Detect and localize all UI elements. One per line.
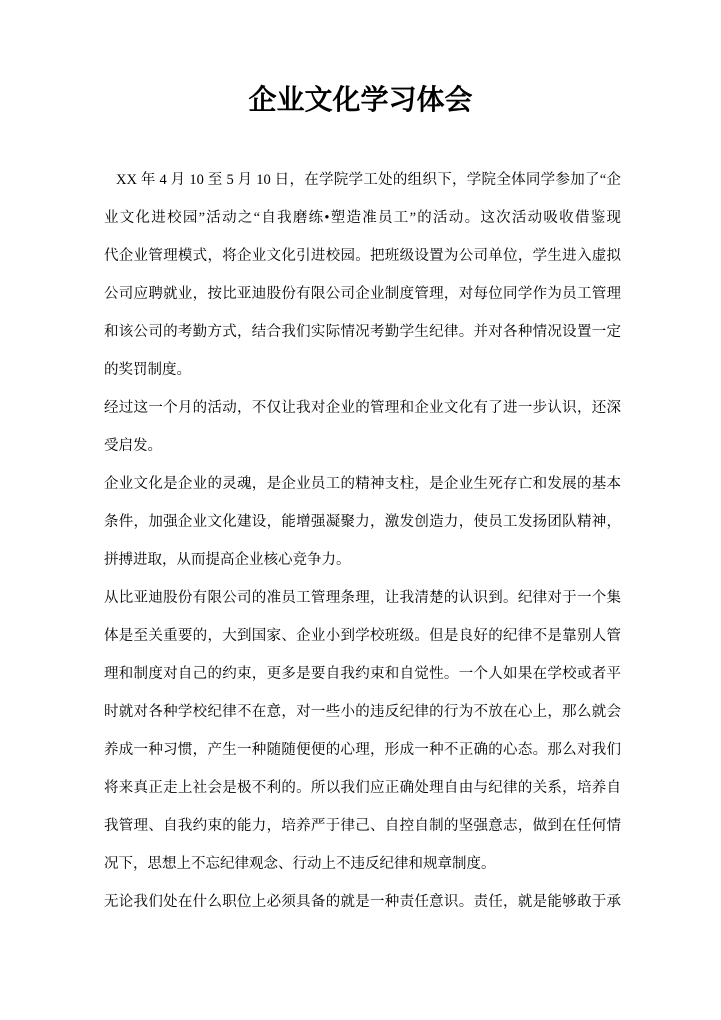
text-line: 从比亚迪股份有限公司的准员工管理条理，让我清楚的认识到。纪律对于一个集 [104, 590, 621, 606]
text-line: 理和制度对自己的约束，更多是要自我约束和自觉性。一个人如果在学校或者平 [104, 666, 621, 682]
paragraph [104, 465, 621, 579]
text-line: 受启发。 [104, 438, 162, 454]
paragraph [104, 883, 621, 921]
text-line: 代企业管理模式，将企业文化引进校园。把班级设置为公司单位，学生进入虚拟 [104, 248, 621, 264]
text-line: 无论我们处在什么职位上必须具备的就是一种责任意识。责任，就是能够敢于承 [104, 894, 621, 910]
paragraph [104, 579, 621, 883]
text-line: XX 年 4 月 10 至 5 月 10 日，在学院学工处的组织下，学院全体同学参加了“企 [116, 172, 621, 188]
text-line: 养成一种习惯，产生一种随随便便的心理，形成一种不正确的心态。那么对我们 [104, 742, 621, 758]
paragraph [104, 389, 621, 465]
text-line: 业文化进校园”活动之“自我磨练•塑造准员工”的活动。这次活动吸收借鉴现 [104, 210, 621, 226]
text-line: 体是至关重要的，大到国家、企业小到学校班级。但是良好的纪律不是靠别人管 [104, 628, 621, 644]
text-line: 将来真正走上社会是极不利的。所以我们应正确处理自由与纪律的关系，培养自 [104, 780, 621, 796]
text-line: 企业文化是企业的灵魂，是企业员工的精神支柱，是企业生死存亡和发展的基本 [104, 476, 621, 492]
text-line: 和该公司的考勤方式，结合我们实际情况考勤学生纪律。并对各种情况设置一定 [104, 324, 621, 340]
document-title: 企业文化学习体会 [248, 85, 473, 116]
text-line: 时就对各种学校纪律不在意，对一些小的违反纪律的行为不放在心上，那么就会 [104, 704, 621, 720]
text-line: 的奖罚制度。 [104, 362, 191, 378]
text-line: 经过这一个月的活动，不仅让我对企业的管理和企业文化有了进一步认识，还深 [104, 400, 621, 416]
document-body [104, 161, 621, 921]
text-line: 公司应聘就业，按比亚迪股份有限公司企业制度管理，对每位同学作为员工管理 [104, 286, 621, 302]
text-line: 我管理、自我约束的能力，培养严于律己、自控自制的坚强意志，做到在任何情 [104, 818, 621, 834]
text-line: 条件，加强企业文化建设，能增强凝聚力，激发创造力，使员工发扬团队精神， [104, 514, 621, 530]
paragraph [104, 161, 621, 389]
text-line: 况下，思想上不忘纪律观念、行动上不违反纪律和规章制度。 [104, 856, 496, 872]
text-line: 拼搏进取，从而提高企业核心竞争力。 [104, 552, 351, 568]
